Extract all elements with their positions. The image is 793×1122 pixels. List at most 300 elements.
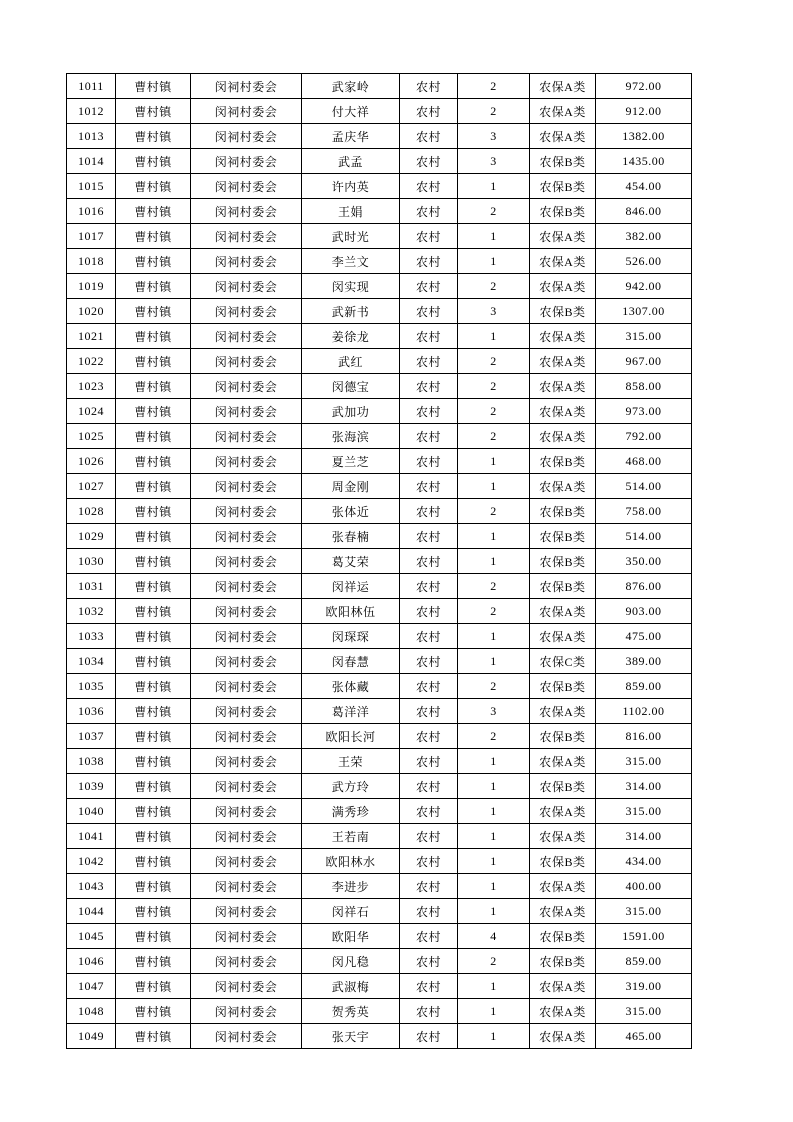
- cell-household-type: 农村: [400, 799, 458, 824]
- table-row: [67, 374, 692, 399]
- cell-household-type: 农村: [400, 774, 458, 799]
- cell-serial: 1047: [67, 974, 116, 999]
- cell-insurance-category: 农保A类: [530, 324, 596, 349]
- cell-insurance-category: 农保A类: [530, 799, 596, 824]
- cell-insurance-category: 农保B类: [530, 299, 596, 324]
- cell-town: 曹村镇: [116, 74, 191, 99]
- cell-serial: 1025: [67, 424, 116, 449]
- cell-town: 曹村镇: [116, 924, 191, 949]
- cell-count: 1: [458, 174, 530, 199]
- cell-household-type: 农村: [400, 499, 458, 524]
- cell-committee: 闵祠村委会: [191, 624, 302, 649]
- cell-count: 3: [458, 299, 530, 324]
- cell-town: 曹村镇: [116, 824, 191, 849]
- cell-household-type: 农村: [400, 1024, 458, 1049]
- cell-serial: 1044: [67, 899, 116, 924]
- cell-name: 闵祥运: [302, 574, 400, 599]
- cell-name: 欧阳林伍: [302, 599, 400, 624]
- cell-insurance-category: 农保B类: [530, 199, 596, 224]
- table-row: [67, 474, 692, 499]
- cell-name: 周金刚: [302, 474, 400, 499]
- cell-amount: 1307.00: [596, 299, 692, 324]
- cell-town: 曹村镇: [116, 999, 191, 1024]
- cell-amount: 454.00: [596, 174, 692, 199]
- cell-household-type: 农村: [400, 274, 458, 299]
- cell-amount: 903.00: [596, 599, 692, 624]
- cell-committee: 闵祠村委会: [191, 474, 302, 499]
- cell-amount: 434.00: [596, 849, 692, 874]
- cell-name: 闵德宝: [302, 374, 400, 399]
- cell-serial: 1021: [67, 324, 116, 349]
- cell-committee: 闵祠村委会: [191, 499, 302, 524]
- cell-serial: 1023: [67, 374, 116, 399]
- cell-insurance-category: 农保A类: [530, 624, 596, 649]
- cell-household-type: 农村: [400, 449, 458, 474]
- cell-insurance-category: 农保A类: [530, 974, 596, 999]
- cell-amount: 859.00: [596, 949, 692, 974]
- cell-name: 闵琛琛: [302, 624, 400, 649]
- cell-town: 曹村镇: [116, 499, 191, 524]
- cell-name: 贺秀英: [302, 999, 400, 1024]
- table-row: [67, 949, 692, 974]
- cell-name: 武时光: [302, 224, 400, 249]
- cell-name: 姜徐龙: [302, 324, 400, 349]
- cell-insurance-category: 农保A类: [530, 474, 596, 499]
- cell-insurance-category: 农保A类: [530, 824, 596, 849]
- cell-count: 2: [458, 74, 530, 99]
- cell-town: 曹村镇: [116, 899, 191, 924]
- cell-household-type: 农村: [400, 249, 458, 274]
- cell-serial: 1033: [67, 624, 116, 649]
- cell-town: 曹村镇: [116, 399, 191, 424]
- cell-committee: 闵祠村委会: [191, 324, 302, 349]
- cell-town: 曹村镇: [116, 749, 191, 774]
- cell-town: 曹村镇: [116, 624, 191, 649]
- cell-insurance-category: 农保B类: [530, 524, 596, 549]
- cell-serial: 1017: [67, 224, 116, 249]
- cell-amount: 859.00: [596, 674, 692, 699]
- cell-amount: 315.00: [596, 799, 692, 824]
- cell-town: 曹村镇: [116, 574, 191, 599]
- cell-town: 曹村镇: [116, 874, 191, 899]
- cell-amount: 1382.00: [596, 124, 692, 149]
- cell-insurance-category: 农保A类: [530, 224, 596, 249]
- cell-serial: 1030: [67, 549, 116, 574]
- cell-amount: 314.00: [596, 824, 692, 849]
- cell-committee: 闵祠村委会: [191, 274, 302, 299]
- cell-name: 李兰文: [302, 249, 400, 274]
- cell-name: 闵实现: [302, 274, 400, 299]
- cell-household-type: 农村: [400, 674, 458, 699]
- cell-amount: 846.00: [596, 199, 692, 224]
- cell-name: 许内英: [302, 174, 400, 199]
- cell-serial: 1031: [67, 574, 116, 599]
- cell-amount: 1102.00: [596, 699, 692, 724]
- cell-insurance-category: 农保B类: [530, 449, 596, 474]
- cell-committee: 闵祠村委会: [191, 349, 302, 374]
- cell-insurance-category: 农保A类: [530, 749, 596, 774]
- cell-committee: 闵祠村委会: [191, 924, 302, 949]
- cell-town: 曹村镇: [116, 449, 191, 474]
- cell-committee: 闵祠村委会: [191, 374, 302, 399]
- cell-count: 2: [458, 399, 530, 424]
- cell-insurance-category: 农保B类: [530, 674, 596, 699]
- benefits-table: [66, 73, 692, 1049]
- cell-count: 2: [458, 499, 530, 524]
- cell-name: 武红: [302, 349, 400, 374]
- cell-serial: 1029: [67, 524, 116, 549]
- table-row: [67, 674, 692, 699]
- cell-amount: 350.00: [596, 549, 692, 574]
- table-row: [67, 974, 692, 999]
- cell-serial: 1011: [67, 74, 116, 99]
- cell-household-type: 农村: [400, 849, 458, 874]
- cell-committee: 闵祠村委会: [191, 99, 302, 124]
- cell-name: 欧阳华: [302, 924, 400, 949]
- table-row: [67, 299, 692, 324]
- cell-town: 曹村镇: [116, 174, 191, 199]
- cell-town: 曹村镇: [116, 549, 191, 574]
- cell-amount: 792.00: [596, 424, 692, 449]
- table-row: [67, 599, 692, 624]
- cell-committee: 闵祠村委会: [191, 974, 302, 999]
- cell-name: 李进步: [302, 874, 400, 899]
- cell-insurance-category: 农保B类: [530, 574, 596, 599]
- cell-town: 曹村镇: [116, 299, 191, 324]
- cell-town: 曹村镇: [116, 249, 191, 274]
- cell-count: 2: [458, 574, 530, 599]
- cell-amount: 468.00: [596, 449, 692, 474]
- cell-name: 张海滨: [302, 424, 400, 449]
- cell-serial: 1026: [67, 449, 116, 474]
- cell-amount: 400.00: [596, 874, 692, 899]
- table-row: [67, 1024, 692, 1049]
- cell-committee: 闵祠村委会: [191, 124, 302, 149]
- cell-committee: 闵祠村委会: [191, 574, 302, 599]
- cell-household-type: 农村: [400, 524, 458, 549]
- cell-town: 曹村镇: [116, 774, 191, 799]
- cell-household-type: 农村: [400, 474, 458, 499]
- cell-name: 武加功: [302, 399, 400, 424]
- cell-count: 3: [458, 124, 530, 149]
- cell-count: 1: [458, 824, 530, 849]
- table-row: [67, 349, 692, 374]
- cell-insurance-category: 农保A类: [530, 374, 596, 399]
- table-row: [67, 649, 692, 674]
- cell-insurance-category: 农保A类: [530, 999, 596, 1024]
- cell-count: 1: [458, 774, 530, 799]
- cell-committee: 闵祠村委会: [191, 199, 302, 224]
- cell-amount: 1591.00: [596, 924, 692, 949]
- cell-committee: 闵祠村委会: [191, 449, 302, 474]
- cell-household-type: 农村: [400, 324, 458, 349]
- cell-serial: 1046: [67, 949, 116, 974]
- cell-committee: 闵祠村委会: [191, 674, 302, 699]
- cell-household-type: 农村: [400, 349, 458, 374]
- cell-serial: 1035: [67, 674, 116, 699]
- cell-amount: 315.00: [596, 999, 692, 1024]
- cell-count: 1: [458, 999, 530, 1024]
- cell-town: 曹村镇: [116, 424, 191, 449]
- cell-count: 1: [458, 624, 530, 649]
- cell-amount: 389.00: [596, 649, 692, 674]
- cell-name: 王若南: [302, 824, 400, 849]
- cell-committee: 闵祠村委会: [191, 874, 302, 899]
- cell-count: 2: [458, 949, 530, 974]
- cell-amount: 514.00: [596, 474, 692, 499]
- cell-committee: 闵祠村委会: [191, 949, 302, 974]
- cell-serial: 1028: [67, 499, 116, 524]
- cell-committee: 闵祠村委会: [191, 649, 302, 674]
- cell-town: 曹村镇: [116, 949, 191, 974]
- table-row: [67, 574, 692, 599]
- cell-count: 3: [458, 149, 530, 174]
- cell-serial: 1038: [67, 749, 116, 774]
- table-row: [67, 849, 692, 874]
- cell-insurance-category: 农保A类: [530, 124, 596, 149]
- cell-name: 武孟: [302, 149, 400, 174]
- cell-household-type: 农村: [400, 599, 458, 624]
- cell-household-type: 农村: [400, 974, 458, 999]
- cell-name: 满秀珍: [302, 799, 400, 824]
- cell-count: 2: [458, 349, 530, 374]
- cell-name: 葛艾荣: [302, 549, 400, 574]
- table-row: [67, 74, 692, 99]
- cell-household-type: 农村: [400, 649, 458, 674]
- cell-insurance-category: 农保A类: [530, 399, 596, 424]
- cell-name: 武新书: [302, 299, 400, 324]
- cell-amount: 315.00: [596, 899, 692, 924]
- cell-town: 曹村镇: [116, 849, 191, 874]
- cell-committee: 闵祠村委会: [191, 999, 302, 1024]
- cell-committee: 闵祠村委会: [191, 249, 302, 274]
- cell-count: 1: [458, 974, 530, 999]
- cell-count: 2: [458, 424, 530, 449]
- cell-committee: 闵祠村委会: [191, 1024, 302, 1049]
- cell-town: 曹村镇: [116, 149, 191, 174]
- cell-serial: 1041: [67, 824, 116, 849]
- cell-amount: 858.00: [596, 374, 692, 399]
- cell-town: 曹村镇: [116, 699, 191, 724]
- cell-count: 2: [458, 274, 530, 299]
- cell-serial: 1037: [67, 724, 116, 749]
- cell-household-type: 农村: [400, 124, 458, 149]
- table-row: [67, 724, 692, 749]
- cell-amount: 514.00: [596, 524, 692, 549]
- cell-town: 曹村镇: [116, 649, 191, 674]
- cell-insurance-category: 农保B类: [530, 549, 596, 574]
- table-row: [67, 424, 692, 449]
- cell-count: 1: [458, 549, 530, 574]
- cell-name: 张体近: [302, 499, 400, 524]
- cell-name: 武方玲: [302, 774, 400, 799]
- cell-name: 夏兰芝: [302, 449, 400, 474]
- cell-serial: 1027: [67, 474, 116, 499]
- cell-count: 4: [458, 924, 530, 949]
- cell-insurance-category: 农保A类: [530, 74, 596, 99]
- table-row: [67, 399, 692, 424]
- cell-insurance-category: 农保B类: [530, 849, 596, 874]
- cell-name: 欧阳林水: [302, 849, 400, 874]
- cell-insurance-category: 农保B类: [530, 174, 596, 199]
- cell-amount: 319.00: [596, 974, 692, 999]
- cell-town: 曹村镇: [116, 274, 191, 299]
- cell-name: 孟庆华: [302, 124, 400, 149]
- cell-serial: 1049: [67, 1024, 116, 1049]
- cell-committee: 闵祠村委会: [191, 899, 302, 924]
- cell-count: 2: [458, 199, 530, 224]
- cell-serial: 1019: [67, 274, 116, 299]
- cell-serial: 1022: [67, 349, 116, 374]
- cell-serial: 1039: [67, 774, 116, 799]
- table-row: [67, 274, 692, 299]
- cell-insurance-category: 农保A类: [530, 874, 596, 899]
- cell-serial: 1042: [67, 849, 116, 874]
- cell-serial: 1018: [67, 249, 116, 274]
- cell-insurance-category: 农保A类: [530, 1024, 596, 1049]
- cell-amount: 972.00: [596, 74, 692, 99]
- cell-serial: 1043: [67, 874, 116, 899]
- cell-committee: 闵祠村委会: [191, 699, 302, 724]
- cell-town: 曹村镇: [116, 524, 191, 549]
- cell-town: 曹村镇: [116, 374, 191, 399]
- cell-serial: 1048: [67, 999, 116, 1024]
- cell-committee: 闵祠村委会: [191, 549, 302, 574]
- cell-name: 武家岭: [302, 74, 400, 99]
- cell-name: 王娟: [302, 199, 400, 224]
- cell-committee: 闵祠村委会: [191, 74, 302, 99]
- cell-count: 1: [458, 849, 530, 874]
- cell-insurance-category: 农保B类: [530, 949, 596, 974]
- cell-household-type: 农村: [400, 999, 458, 1024]
- cell-committee: 闵祠村委会: [191, 224, 302, 249]
- cell-name: 付大祥: [302, 99, 400, 124]
- cell-amount: 967.00: [596, 349, 692, 374]
- cell-insurance-category: 农保A类: [530, 274, 596, 299]
- cell-insurance-category: 农保B类: [530, 499, 596, 524]
- cell-amount: 315.00: [596, 324, 692, 349]
- cell-insurance-category: 农保A类: [530, 249, 596, 274]
- cell-committee: 闵祠村委会: [191, 149, 302, 174]
- cell-serial: 1036: [67, 699, 116, 724]
- cell-household-type: 农村: [400, 199, 458, 224]
- cell-town: 曹村镇: [116, 324, 191, 349]
- table-row: [67, 149, 692, 174]
- cell-amount: 465.00: [596, 1024, 692, 1049]
- cell-count: 1: [458, 524, 530, 549]
- cell-count: 2: [458, 99, 530, 124]
- table-row: [67, 749, 692, 774]
- cell-insurance-category: 农保A类: [530, 899, 596, 924]
- cell-amount: 876.00: [596, 574, 692, 599]
- cell-serial: 1045: [67, 924, 116, 949]
- cell-committee: 闵祠村委会: [191, 599, 302, 624]
- table-row: [67, 449, 692, 474]
- cell-town: 曹村镇: [116, 799, 191, 824]
- cell-town: 曹村镇: [116, 124, 191, 149]
- cell-committee: 闵祠村委会: [191, 174, 302, 199]
- cell-count: 1: [458, 474, 530, 499]
- cell-committee: 闵祠村委会: [191, 724, 302, 749]
- cell-town: 曹村镇: [116, 99, 191, 124]
- cell-committee: 闵祠村委会: [191, 399, 302, 424]
- cell-serial: 1012: [67, 99, 116, 124]
- cell-town: 曹村镇: [116, 724, 191, 749]
- cell-count: 1: [458, 899, 530, 924]
- cell-serial: 1016: [67, 199, 116, 224]
- cell-amount: 912.00: [596, 99, 692, 124]
- table-row: [67, 999, 692, 1024]
- table-row: [67, 824, 692, 849]
- cell-insurance-category: 农保A类: [530, 424, 596, 449]
- cell-insurance-category: 农保B类: [530, 774, 596, 799]
- cell-count: 2: [458, 599, 530, 624]
- cell-count: 1: [458, 874, 530, 899]
- table-row: [67, 174, 692, 199]
- cell-name: 闵祥石: [302, 899, 400, 924]
- table-row: [67, 899, 692, 924]
- cell-amount: 526.00: [596, 249, 692, 274]
- cell-household-type: 农村: [400, 374, 458, 399]
- cell-household-type: 农村: [400, 174, 458, 199]
- cell-count: 3: [458, 699, 530, 724]
- cell-name: 张天宇: [302, 1024, 400, 1049]
- cell-count: 2: [458, 374, 530, 399]
- table-row: [67, 774, 692, 799]
- cell-committee: 闵祠村委会: [191, 774, 302, 799]
- cell-household-type: 农村: [400, 624, 458, 649]
- cell-serial: 1040: [67, 799, 116, 824]
- cell-household-type: 农村: [400, 749, 458, 774]
- cell-amount: 475.00: [596, 624, 692, 649]
- cell-household-type: 农村: [400, 874, 458, 899]
- cell-household-type: 农村: [400, 99, 458, 124]
- cell-amount: 315.00: [596, 749, 692, 774]
- cell-committee: 闵祠村委会: [191, 749, 302, 774]
- cell-name: 葛洋洋: [302, 699, 400, 724]
- table-row: [67, 874, 692, 899]
- cell-serial: 1015: [67, 174, 116, 199]
- cell-count: 1: [458, 449, 530, 474]
- cell-insurance-category: 农保B类: [530, 724, 596, 749]
- cell-insurance-category: 农保A类: [530, 699, 596, 724]
- cell-household-type: 农村: [400, 574, 458, 599]
- cell-name: 武淑梅: [302, 974, 400, 999]
- cell-amount: 1435.00: [596, 149, 692, 174]
- table-row: [67, 499, 692, 524]
- cell-amount: 816.00: [596, 724, 692, 749]
- cell-count: 2: [458, 674, 530, 699]
- cell-amount: 382.00: [596, 224, 692, 249]
- cell-serial: 1014: [67, 149, 116, 174]
- cell-insurance-category: 农保A类: [530, 599, 596, 624]
- cell-name: 闵春慧: [302, 649, 400, 674]
- cell-name: 张春楠: [302, 524, 400, 549]
- table-row: [67, 699, 692, 724]
- cell-household-type: 农村: [400, 924, 458, 949]
- table-row: [67, 799, 692, 824]
- cell-committee: 闵祠村委会: [191, 849, 302, 874]
- table-row: [67, 249, 692, 274]
- cell-household-type: 农村: [400, 724, 458, 749]
- cell-household-type: 农村: [400, 399, 458, 424]
- table-row: [67, 124, 692, 149]
- cell-town: 曹村镇: [116, 974, 191, 999]
- cell-insurance-category: 农保A类: [530, 99, 596, 124]
- cell-town: 曹村镇: [116, 349, 191, 374]
- table-row: [67, 224, 692, 249]
- cell-household-type: 农村: [400, 149, 458, 174]
